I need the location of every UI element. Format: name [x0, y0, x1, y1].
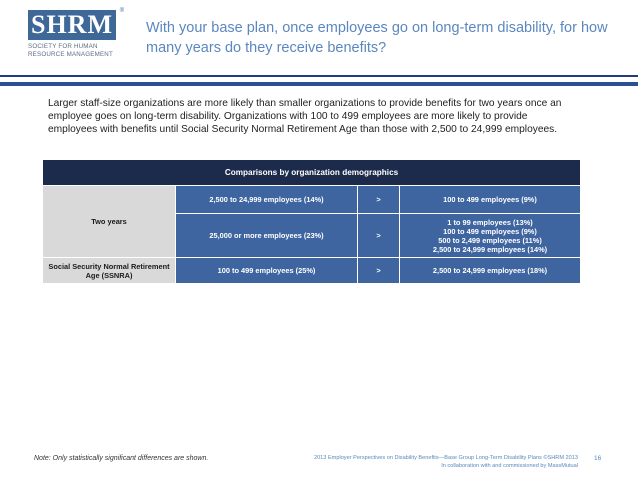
- slide-title: With your base plan, once employees go on long-term disability, for how many years do they receive benefits?: [146, 20, 608, 56]
- table-row: [43, 186, 581, 214]
- source-citation: [290, 454, 578, 470]
- comparison-operator: >: [358, 186, 400, 214]
- logo-line-1: SOCIETY FOR HUMAN: [28, 43, 98, 50]
- row-label-ssnra: Social Security Normal Retirement Age (SSNRA): [43, 258, 176, 284]
- comparison-right-list: [400, 214, 581, 258]
- source-line-1: 2013 Employer Perspectives on Disability Benefits—Base Group Long-Term Disability Plans ©SHRM 2013: [313, 455, 578, 461]
- row-label-two-years: Two years: [43, 186, 176, 258]
- table-row: [43, 258, 581, 284]
- comparison-right-item: 100 to 499 employees (9%): [443, 226, 537, 236]
- shrm-logo: [28, 8, 124, 72]
- shrm-logo-subtitle: [28, 43, 120, 58]
- header-rule-thin: [0, 75, 638, 77]
- comparison-left: 2,500 to 24,999 employees (14%): [176, 186, 358, 214]
- shrm-logo-mark: [28, 8, 124, 40]
- logo-line-2: RESOURCE MANAGEMENT: [28, 50, 113, 58]
- comparison-right: 2,500 to 24,999 employees (18%): [400, 258, 581, 284]
- comparison-right-item: 1 to 99 employees (13%): [447, 217, 533, 227]
- comparison-right-item: 500 to 2,499 employees (11%): [438, 235, 542, 245]
- shrm-logo-text: SHRM: [31, 10, 113, 39]
- table-header-row: [43, 160, 581, 186]
- comparison-table: [42, 159, 581, 284]
- comparison-left: 100 to 499 employees (25%): [176, 258, 358, 284]
- header-rule-thick: [0, 82, 638, 86]
- intro-paragraph: Larger staff-size organizations are more likely than smaller organizations to provide benefits for two years once an employee goes on long-term disability. Organizations with 100 to 499 employees are more likely to provide employees with benefits until Social Security Normal Retirement Age than those with 2,500 to 24,999 employees.: [48, 98, 562, 135]
- source-line-2: In collaboration with and commissioned by MassMutual: [441, 463, 578, 469]
- table-header: Comparisons by organization demographics: [43, 160, 581, 186]
- comparison-right-item: 2,500 to 24,999 employees (14%): [432, 244, 548, 254]
- footnote: Note: Only statistically significant differences are shown.: [34, 455, 209, 462]
- registered-mark: ®: [119, 8, 124, 14]
- comparison-left: 25,000 or more employees (23%): [176, 214, 358, 258]
- comparison-right: 100 to 499 employees (9%): [400, 186, 581, 214]
- comparison-operator: >: [358, 214, 400, 258]
- page-number: 16: [594, 455, 602, 462]
- comparison-operator: >: [358, 258, 400, 284]
